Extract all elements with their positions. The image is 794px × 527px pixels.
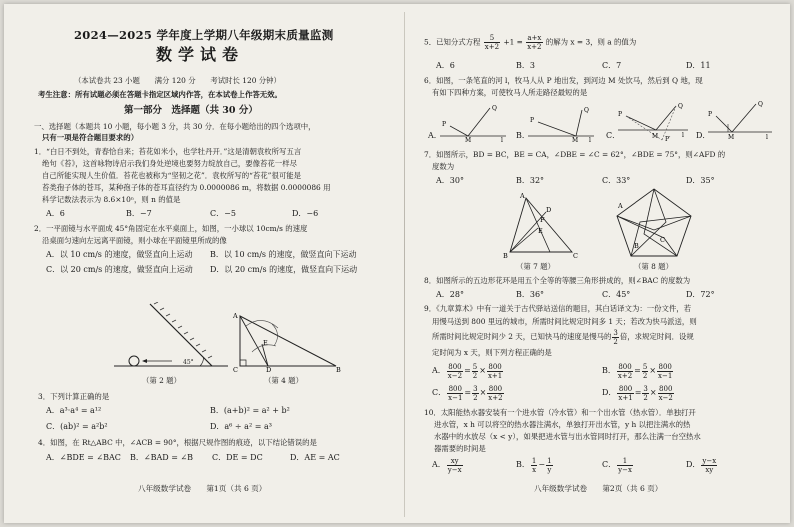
q5-stem [424,34,636,51]
q10b-op: − [538,460,546,469]
q3-option-b[interactable]: B．(a+b)² = a² + b² [210,406,290,415]
q2-option-c[interactable]: C．以 20 cm/s 的速度，做竖直向上运动 [46,265,193,274]
q5-prefix: 5．已知分式方程 [424,37,481,47]
q6-option-a[interactable]: A． [428,131,442,140]
q7-line: 度数为 [432,162,455,171]
q5-mid: +1 = [503,37,523,47]
exam-paper [4,4,790,523]
q6d-label-p: P [708,111,713,118]
q9a-letter: A． [432,366,446,375]
q9-line [432,328,694,346]
q9b-frac-2-num: 5 [642,362,648,371]
q8-option-d[interactable]: D．72° [686,290,715,299]
q6-option-c[interactable]: C． [606,131,621,140]
q10d-frac [701,457,717,474]
q6a-label-p: P [442,121,447,128]
q9d-times: × [649,388,657,397]
q10-option-c[interactable] [602,456,634,474]
q1-line: 科学记数法表示为 8.6×10ⁿ，则 n 的值是 [42,195,181,204]
figure-8-caption: （第 8 题） [634,262,673,271]
q6-diagram-d [706,98,774,142]
q9a-frac-3-num: 800 [488,362,502,371]
q8-option-a[interactable]: A．28° [436,290,464,299]
q6b-label-l: l [589,137,591,142]
q10-line: 水器中的水放尽（x < y），如果把进水管与出水管同时打开，那么注满一台空热水 [434,432,701,441]
figure-4-triangle [232,312,342,372]
q9b-times: × [649,366,657,375]
figure-2-caption: （第 2 题） [142,376,181,385]
figure-8-pentagon [614,186,694,260]
q9b-frac-1-num: 800 [618,362,632,371]
fig4-label: E [263,339,268,347]
q10a-num: xy [447,457,463,466]
q6c-label-m: M [652,133,659,140]
fig2-angle-label: 45° [183,359,194,366]
q6d-label-m: M [728,134,735,141]
q10b-frac-2-den: y [547,465,552,474]
q9-ratio-den: 2 [613,337,618,346]
q6a-label-q: Q [492,105,497,112]
q5-suffix: 的解为 x = 3，则 a 的值为 [545,37,637,47]
q9-line3-post: 倍，求规定时间．设规 [619,332,694,341]
q5-frac2-num: a+x [527,34,542,42]
figure-7-caption: （第 7 题） [516,262,555,271]
q1-option-c[interactable]: C．−5 [210,209,236,218]
q4-option-b[interactable]: B．∠BAD = ∠B [130,453,194,462]
q2-line: 沿桌面匀速向左远离平面镜，则小球在平面镜里所成的像 [42,236,227,245]
q8-option-c[interactable]: C．45° [602,290,631,299]
fig4-label: B [336,366,341,372]
q9a-frac-3-den: x+1 [487,371,503,380]
q10a-den: y−x [447,465,462,474]
q9d-op: = [634,388,642,397]
q7-option-a[interactable]: A．30° [436,176,464,185]
part-title: 第一部分 选择题（共 30 分） [124,105,258,116]
fig7-label: B [503,252,508,260]
q8-stem: 8．如图所示的五边形花环是用五个全等的等腰三角形拼成的，则∠BAC 的度数为 [424,276,691,285]
q9a-times: × [479,366,486,375]
q9d-frac-1-num: 800 [618,384,633,393]
figure-4-caption: （第 4 题） [264,376,303,385]
q1-option-b[interactable]: B．−7 [126,209,152,218]
q6c-label-p: P [618,111,623,118]
q10-line: 进水管，x h 可以将空的热水器注满水，单独打开出水管，y h 以把注满水的热 [434,420,691,429]
q9c-frac-1-den: x−1 [448,393,463,402]
figure-7 [500,190,580,260]
q10c-num: 1 [617,457,633,466]
q3-option-a[interactable]: A．a³·a⁴ = a¹² [46,406,102,415]
page-2-footer: 八年级数学试卷 第2页（共 6 页） [534,484,663,493]
q5-option-b[interactable]: B．3 [516,61,535,70]
q1-line: 绝句《苔》，这首咏物诗启示我们身处逆境也要努力绽放自己，要像苔花一样尽 [42,159,297,168]
q5-option-d[interactable]: D．11 [686,61,711,70]
q6-diagram-a [438,102,508,142]
q4-option-d[interactable]: D．AE = AC [290,453,340,462]
q9b-frac-1-den: x+2 [617,371,633,380]
q3-stem: 3．下列计算正确的是 [38,392,110,401]
q6-line: 6．如图，一条笔直的河 l，牧马人从 P 地出发，到河边 M 处饮马，然后到 Q 地，现 [424,76,703,85]
q1-option-a[interactable]: A．6 [46,209,65,218]
q1-option-d[interactable]: D．−6 [292,209,319,218]
q6-line: 有如下四种方案，可使牧马人所走路径最短的是 [432,88,588,97]
q10b-frac-2-num: 1 [547,456,552,465]
q9b-frac-3-den: x−1 [658,371,673,380]
fig7-label: E [538,227,543,235]
q6d-label-l: l [766,134,768,141]
fig7-label: F [540,216,545,224]
figure-2-mirror [112,302,232,372]
q6b-label-m: M [572,137,579,142]
q9b-frac-1 [617,363,633,380]
q9d-letter: D． [602,388,617,397]
q10d-den: xy [705,465,714,474]
q6d-label-q: Q [758,101,763,108]
q9b-frac-2 [642,363,648,380]
q10b-letter: B． [516,460,530,469]
q9c-frac-3-den: x+2 [488,393,503,402]
section-intro-2: 只有一项是符合题目要求的） [42,133,139,142]
q9a-frac-1-num: 800 [448,362,462,371]
q10-option-d[interactable] [686,456,718,474]
q6c-label-pprime: P′ [665,136,671,142]
exam-title: 2024—2025 学年度上学期八年级期末质量监测 [74,28,334,42]
q6b-label-q: Q [584,107,589,114]
q9b-op: = [634,366,641,375]
subject-title: 数学试卷 [156,45,245,64]
q6b-label-p: P [530,117,535,124]
q6-diagram-c [616,100,690,142]
fig7-label: D [546,206,552,214]
page-1-footer: 八年级数学试卷 第1页（共 6 页） [138,484,267,493]
q9c-frac-3 [487,385,503,402]
q5-frac1-den: x+2 [484,43,500,51]
q10b-frac-2 [546,457,552,474]
q10b-frac-1 [531,457,537,474]
fig8-label: B [634,242,639,250]
fig8-label: A [618,202,623,210]
q9d-frac-2-num: 3 [643,384,648,393]
q7-option-b[interactable]: B．32° [516,176,545,185]
q10c-frac [617,457,633,474]
q9d-frac-1 [617,385,633,402]
q2-line: 2．一平面镜与水平面成 45°角固定在水平桌面上，如图，一小球以 10cm/s 的速度 [34,224,308,233]
q9a-frac-2-den: 2 [472,371,478,380]
q1-line: 苔类孢子体的苍耳，某种孢子体的苍耳直径约为 0.0000086 m，将数据 0.0000086 用 [42,183,331,192]
q9-line: 用慢马送到 800 里远的城市，所需时间比规定时间多 1 天；若改为快马派送，则 [432,317,697,326]
q9c-frac-1-num: 800 [448,384,462,393]
q2-option-b[interactable]: B．以 10 cm/s 的速度，做竖直向下运动 [210,250,357,259]
q6c-label-l: l [682,132,684,139]
q10c-letter: C． [602,460,617,469]
q9a-frac-1 [447,363,463,380]
q9a-op: = [464,366,471,375]
exam-info: （本试卷共 23 小题 满分 120 分 考试时长 120 分钟） [74,76,281,85]
fig4-label: D [266,366,272,372]
q10d-letter: D． [686,460,701,469]
q10b-frac-1-den: x [532,465,537,474]
q5-frac1-num: 5 [484,34,500,43]
q9-option-a[interactable] [432,362,504,380]
q10c-den: y−x [618,465,632,474]
q9d-frac-3-num: 800 [659,384,673,393]
q9d-frac-2-den: 2 [643,393,648,402]
q9-line: 9．《九章算术》中有一道关于古代驿站送信的题目，其白话译文为：一份文件，若 [424,304,692,313]
q9b-frac-2-den: 2 [642,371,648,380]
q6-option-b[interactable]: B． [516,131,530,140]
q9a-frac-2-num: 5 [472,362,478,371]
fig7-label: A [520,192,525,200]
q9d-frac-3-den: x−2 [658,393,673,402]
q1-line: 1．“白日不到处，青春恰自来；苔花如米小，也学牡丹开．”这是清朝袁枚所写五言 [34,147,302,156]
q6a-label-l: l [501,137,503,142]
q7-option-c[interactable]: C．33° [602,176,631,185]
q10a-frac [447,457,463,474]
q9d-frac-3 [658,385,674,402]
q9c-letter: C． [432,388,447,397]
q9b-frac-3-num: 800 [658,362,672,371]
q9c-times: × [479,388,487,397]
q6-diagram-b [526,102,596,142]
q5-fraction-left [484,34,500,51]
q9c-frac-2 [472,385,478,402]
q2-option-a[interactable]: A．以 10 cm/s 的速度，做竖直向上运动 [46,250,193,259]
fig8-label: C [660,236,665,244]
q3-option-c[interactable]: C．(ab)² = a²b² [46,422,108,431]
q9-option-d[interactable] [602,384,675,402]
q9a-frac-3 [487,363,503,380]
section-intro-1: 一、选择题（本题共 10 小题，每小题 3 分，共 30 分．在每小题给出的四个选项中， [34,122,316,131]
q5-option-a[interactable]: A．6 [436,61,455,70]
q6-option-d[interactable]: D． [696,131,711,140]
q9-ratio [612,329,618,346]
q7-option-d[interactable]: D．35° [686,176,715,185]
q4-option-c[interactable]: C．DE = DC [212,453,263,462]
q5-frac2-den: x+2 [527,43,542,51]
q9b-letter: B． [602,366,616,375]
q10-option-b[interactable] [516,456,554,474]
q9c-frac-2-den: 2 [473,393,478,402]
q10-line: 10．太阳能热水器安装有一个进水管（冷水管）和一个出水管（热水管）．单独打开 [424,408,696,417]
page-fold [404,12,405,517]
q3-option-d[interactable]: D．a⁶ ÷ a² = a³ [210,422,272,431]
q9-line: 定时间为 x 天，则下列方程正确的是 [432,348,552,357]
q9a-frac-2 [472,363,478,380]
q9-option-b[interactable] [602,362,674,380]
q9c-frac-1 [447,385,463,402]
q9c-frac-2-num: 3 [473,384,478,393]
fig4-label: A [233,312,238,320]
q8-option-b[interactable]: B．36° [516,290,545,299]
q10a-letter: A． [432,460,446,469]
q9d-frac-1-den: x+1 [618,393,633,402]
q10-line: 器需要的时间是 [434,444,486,453]
q9-ratio-num: 3 [613,328,618,337]
q6a-label-m: M [465,137,472,142]
q1-line: 自己所能实现人生价值．苔花也被称为“坚韧之花”．袁枚所写的“苔花”很可能是 [42,171,302,180]
q10d-num: y−x [702,456,717,465]
q10b-frac-1-num: 1 [531,456,537,465]
q2-option-d[interactable]: D．以 20 cm/s 的速度，做竖直向下运动 [210,265,358,274]
q4-option-a[interactable]: A．∠BDE = ∠BAC [46,453,121,462]
fig4-label: C [233,366,238,372]
q5-option-c[interactable]: C．7 [602,61,622,70]
q9b-frac-3 [657,363,673,380]
q4-stem: 4．如图，在 Rt△ABC 中，∠ACB = 90°，根据尺规作图的痕迹，以下结论错误的是 [38,438,317,447]
q9d-frac-2 [642,385,648,402]
q9a-frac-1-den: x−2 [447,371,463,380]
q6c-label-q: Q [678,103,683,110]
q9c-op: = [464,388,472,397]
exam-notice: 考生注意：所有试题必须在答题卡指定区域内作答，在本试卷上作答无效。 [38,90,282,99]
q10-option-a[interactable] [432,456,464,474]
fig7-label: C [573,252,578,260]
q9-option-c[interactable] [432,384,505,402]
q9c-frac-3-num: 800 [488,384,503,393]
q7-line: 7．如图所示，BD = BC，BE = CA，∠DBE = ∠C = 62°，∠BDE = 75°，则∠AFD 的 [424,150,726,159]
q9-line3-pre: 所需时间比规定时间少 2 天，已知快马的速度是慢马的 [432,332,612,341]
q5-fraction-right [526,34,542,51]
